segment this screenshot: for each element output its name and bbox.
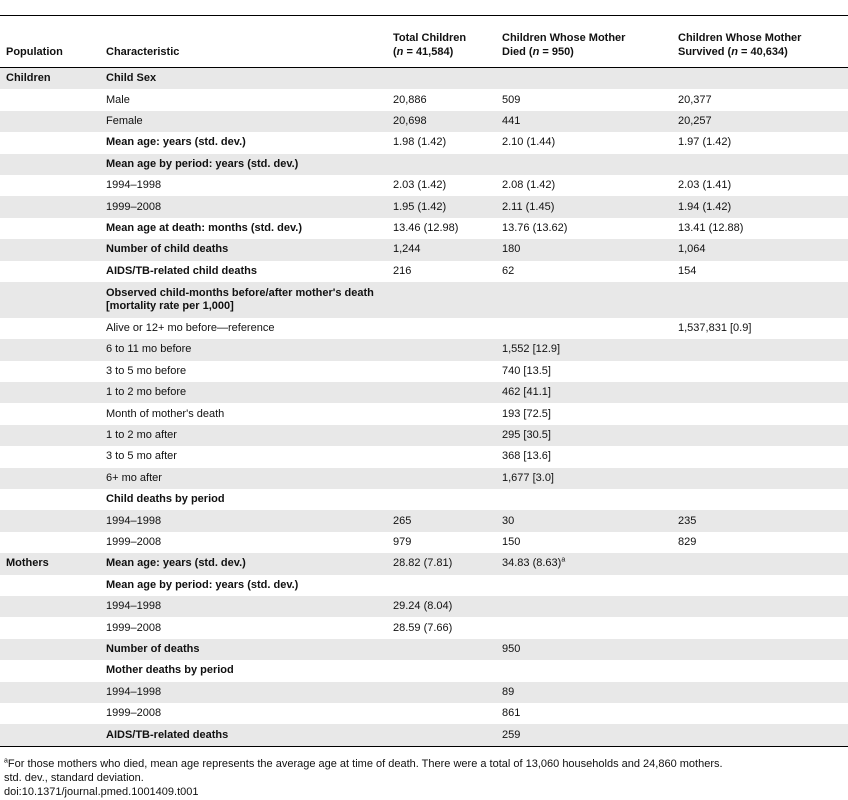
cell-mother-died [496, 575, 672, 596]
cell-population [0, 425, 100, 446]
cell-mother-died [496, 68, 672, 90]
table-row [0, 382, 848, 403]
cell-mother-survived [672, 446, 848, 467]
cell-mother-survived [672, 639, 848, 660]
cell-characteristic: Month of mother's death [106, 407, 225, 420]
cell-mother-survived [672, 724, 848, 746]
cell-mother-survived: 235 [672, 510, 848, 531]
table-row [0, 132, 848, 153]
table-row [0, 154, 848, 175]
cell-total-children [387, 154, 496, 175]
table-row [0, 553, 848, 574]
cell-characteristic: 6+ mo after [100, 468, 387, 489]
cell-mother-survived [672, 68, 848, 90]
cell-characteristic: Mean age: years (std. dev.) [100, 553, 387, 574]
cell-mother-died: 462 [41.1] [496, 382, 672, 403]
cell-total-children [387, 425, 496, 446]
table-row [0, 724, 848, 746]
cell-characteristic: Number of deaths [100, 639, 387, 660]
cell-mother-died: 150 [502, 536, 521, 548]
cell-population [0, 382, 100, 403]
cell-mother-died [496, 617, 672, 638]
table-row [0, 425, 848, 446]
cell-total-children: 28.59 (7.66) [393, 621, 453, 634]
footnote-doi: doi:10.1371/journal.pmed.1001409.t001 [4, 786, 199, 798]
cell-mother-died [496, 154, 672, 175]
cell-population [0, 468, 100, 489]
table-row [0, 68, 848, 90]
cell-mother-survived [672, 596, 848, 617]
header-mother-survived: Children Whose Mother Survived (n = 40,634) [672, 21, 848, 68]
cell-characteristic: 1994–1998 [100, 510, 387, 531]
cell-total-children: 28.82 (7.81) [387, 553, 496, 574]
cell-mother-survived: 154 [678, 264, 697, 277]
cell-mother-died [496, 282, 672, 318]
cell-population [0, 510, 100, 531]
cell-population [0, 339, 100, 360]
data-table [0, 21, 848, 747]
cell-population [0, 489, 100, 510]
footnote-abbrev: std. dev., standard deviation. [4, 772, 144, 784]
cell-total-children [387, 682, 496, 703]
cell-mother-survived: 2.03 (1.41) [678, 179, 732, 192]
cell-population: Mothers [0, 553, 100, 574]
cell-mother-survived: 13.41 (12.88) [678, 221, 744, 234]
cell-total-children [387, 68, 496, 90]
cell-total-children: 1,244 [387, 239, 496, 260]
cell-total-children [387, 703, 496, 724]
cell-mother-survived: 20,257 [672, 111, 848, 132]
table-row [0, 703, 848, 724]
table-row [0, 660, 848, 681]
cell-population [0, 239, 100, 260]
table-row [0, 489, 848, 510]
cell-population [0, 532, 100, 553]
cell-characteristic: 3 to 5 mo before [106, 364, 187, 377]
cell-total-children: 1.98 (1.42) [393, 136, 447, 149]
cell-characteristic: 3 to 5 mo after [106, 450, 177, 463]
table-row [0, 403, 848, 424]
cell-total-children [387, 339, 496, 360]
cell-population [0, 111, 100, 132]
table-row [0, 89, 848, 110]
cell-population [0, 703, 100, 724]
footnote-marker: a [561, 556, 566, 564]
cell-population [0, 132, 100, 153]
cell-mother-survived [672, 575, 848, 596]
cell-characteristic: 1999–2008 [106, 536, 162, 548]
cell-total-children: 216 [393, 264, 412, 277]
cell-total-children: 13.46 (12.98) [393, 221, 459, 234]
cell-total-children: 1.95 (1.42) [387, 196, 496, 217]
cell-total-children: 29.24 (8.04) [387, 596, 496, 617]
cell-characteristic: AIDS/TB-related deaths [100, 724, 387, 746]
table-row [0, 218, 848, 239]
cell-characteristic: AIDS/TB-related child deaths [106, 264, 257, 277]
cell-mother-died: 441 [496, 111, 672, 132]
cell-characteristic: Mean age by period: years (std. dev.) [106, 578, 299, 591]
cell-total-children [387, 282, 496, 318]
table-row [0, 468, 848, 489]
cell-characteristic: 1994–1998 [106, 179, 162, 192]
cell-characteristic: Alive or 12+ mo before—reference [106, 322, 275, 335]
cell-population [0, 724, 100, 746]
cell-population [0, 218, 100, 239]
header-population: Population [0, 21, 100, 68]
cell-characteristic: Female [100, 111, 387, 132]
cell-mother-survived [672, 660, 848, 681]
header-row [0, 21, 848, 68]
cell-characteristic: Number of child deaths [100, 239, 387, 260]
cell-population [0, 660, 100, 681]
cell-mother-died: 861 [502, 707, 521, 720]
table-row [0, 261, 848, 282]
table-row [0, 682, 848, 703]
cell-characteristic: 1994–1998 [100, 596, 387, 617]
cell-total-children [387, 382, 496, 403]
cell-population [0, 361, 100, 382]
cell-mother-survived [672, 425, 848, 446]
cell-mother-died: 509 [502, 93, 521, 106]
cell-characteristic: Male [106, 93, 130, 106]
cell-characteristic: Mean age by period: years (std. dev.) [100, 154, 387, 175]
cell-mother-survived [672, 403, 848, 424]
cell-characteristic: Mother deaths by period [106, 664, 234, 677]
cell-mother-died [496, 318, 672, 339]
cell-total-children: 265 [387, 510, 496, 531]
table-top-rule [0, 15, 848, 16]
cell-population [0, 318, 100, 339]
table-body [0, 68, 848, 747]
cell-mother-survived [672, 682, 848, 703]
cell-population [0, 261, 100, 282]
table-row [0, 239, 848, 260]
cell-mother-survived [672, 553, 848, 574]
cell-mother-died: 62 [502, 264, 515, 277]
cell-mother-died: 2.10 (1.44) [502, 136, 556, 149]
cell-mother-survived [672, 489, 848, 510]
cell-mother-died: 193 [72.5] [502, 407, 551, 420]
cell-population [0, 403, 100, 424]
cell-total-children [387, 361, 496, 382]
cell-population [0, 446, 100, 467]
table-row [0, 532, 848, 553]
cell-characteristic: 1 to 2 mo before [100, 382, 387, 403]
cell-characteristic: 1 to 2 mo after [100, 425, 387, 446]
cell-characteristic: 1999–2008 [100, 196, 387, 217]
table-row [0, 510, 848, 531]
cell-mother-died: 1,677 [3.0] [496, 468, 672, 489]
cell-characteristic: Mean age: years (std. dev.) [106, 136, 246, 149]
cell-mother-survived [672, 617, 848, 638]
cell-mother-died: 2.11 (1.45) [496, 196, 672, 217]
cell-population [0, 196, 100, 217]
cell-mother-survived: 1.97 (1.42) [678, 136, 732, 149]
cell-mother-died: 34.83 $(8.63)^a$ [496, 553, 672, 574]
table-row [0, 282, 848, 318]
cell-mother-survived [672, 339, 848, 360]
cell-total-children [387, 639, 496, 660]
cell-mother-died [496, 596, 672, 617]
cell-total-children [387, 318, 496, 339]
cell-total-children [387, 660, 496, 681]
cell-mother-died: 368 [13.6] [502, 450, 551, 463]
cell-population [0, 575, 100, 596]
cell-total-children: 20,698 [387, 111, 496, 132]
cell-characteristic: Child deaths by period [106, 493, 225, 506]
cell-mother-died: 950 [496, 639, 672, 660]
cell-total-children [387, 468, 496, 489]
table-row [0, 175, 848, 196]
cell-total-children [387, 446, 496, 467]
table-row [0, 111, 848, 132]
cell-mother-survived [672, 382, 848, 403]
cell-mother-died: 13.76 (13.62) [502, 221, 568, 234]
table-row [0, 596, 848, 617]
header-characteristic: Characteristic [100, 21, 387, 68]
table-row [0, 339, 848, 360]
cell-characteristic: 6 to 11 mo before [100, 339, 387, 360]
cell-mother-died: 30 [496, 510, 672, 531]
table-row [0, 361, 848, 382]
cell-mother-died [496, 660, 672, 681]
cell-characteristic: 1999–2008 [106, 707, 162, 720]
cell-mother-survived: 1,537,831 [0.9] [678, 322, 752, 335]
cell-characteristic: Observed child-months before/after mother's death [mortality rate per 1,000] [100, 282, 387, 318]
cell-population [0, 682, 100, 703]
cell-mother-survived: 1.94 (1.42) [672, 196, 848, 217]
cell-mother-died [496, 489, 672, 510]
cell-population [0, 639, 100, 660]
cell-total-children: 2.03 (1.42) [393, 179, 447, 192]
cell-total-children: 20,886 [393, 93, 427, 106]
table-row [0, 575, 848, 596]
cell-mother-survived [672, 282, 848, 318]
cell-population: Children [0, 68, 100, 90]
cell-mother-died: 259 [496, 724, 672, 746]
cell-mother-survived: 20,377 [678, 93, 712, 106]
header-mother-died: Children Whose Mother Died (n = 950) [496, 21, 672, 68]
cell-mother-survived: 1,064 [672, 239, 848, 260]
cell-population [0, 282, 100, 318]
cell-total-children [387, 575, 496, 596]
cell-population [0, 617, 100, 638]
table-row [0, 617, 848, 638]
table-row [0, 318, 848, 339]
footnote-a: $^a$For those mothers who died, mean age represents the average age at time of death. There were a total of 13,060 households and 24,860 mothers. [4, 757, 723, 770]
cell-characteristic: 1994–1998 [100, 682, 387, 703]
cell-population [0, 596, 100, 617]
cell-mother-died: 180 [496, 239, 672, 260]
cell-mother-survived [672, 703, 848, 724]
cell-mother-died: 2.08 (1.42) [502, 179, 556, 192]
cell-total-children [387, 724, 496, 746]
cell-population [0, 154, 100, 175]
cell-characteristic: Mean age at death: months (std. dev.) [106, 221, 302, 234]
cell-mother-died: 295 [30.5] [496, 425, 672, 446]
header-total-children: Total Children (n = 41,584) [387, 21, 496, 68]
cell-mother-died: 740 [13.5] [502, 364, 551, 377]
cell-population [0, 175, 100, 196]
table-row [0, 446, 848, 467]
cell-total-children [387, 403, 496, 424]
cell-total-children [387, 489, 496, 510]
cell-mother-survived [672, 154, 848, 175]
cell-mother-survived [672, 361, 848, 382]
cell-mother-survived: 829 [678, 536, 697, 548]
table-row [0, 196, 848, 217]
cell-population [0, 89, 100, 110]
cell-mother-survived [672, 468, 848, 489]
cell-characteristic: Child Sex [100, 68, 387, 90]
table-row [0, 639, 848, 660]
cell-total-children: 979 [393, 536, 412, 548]
cell-mother-died: 89 [496, 682, 672, 703]
cell-mother-died: 1,552 [12.9] [496, 339, 672, 360]
cell-characteristic: 1999–2008 [106, 621, 162, 634]
